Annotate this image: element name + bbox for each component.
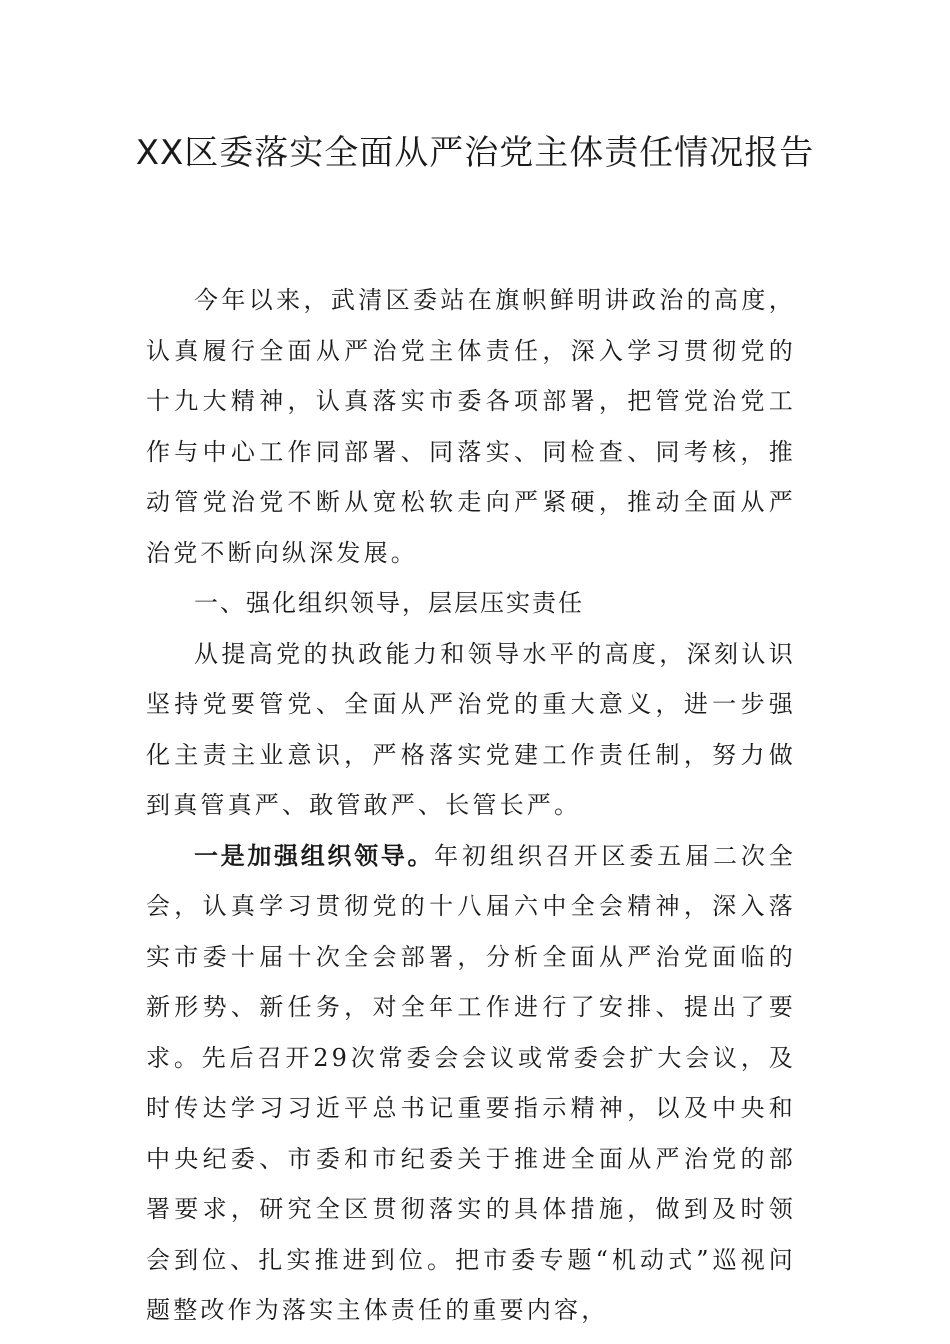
section-heading: 一、强化组织领导，层层压实责任 [194, 589, 584, 617]
section-intro-paragraph: 从提高党的执政能力和领导水平的高度，深刻认识坚持党要管党、全面从严治党的重大意义，进一步强化主责主业意识，严格落实党建工作责任制，努力做到真管真严、敢管敢严、长管长严。 [146, 639, 796, 819]
intro-paragraph: 今年以来，武清区委站在旗帜鲜明讲政治的高度，认真履行全面从严治党主体责任，深入学习贯彻党的十九大精神，认真落实市委各项部署，把管党治党工作与中心工作同部署、同落实、同检查、同考核，推动管党治党不断从宽松软走向严紧硬，推动全面从严治党不断向纵深发展。 [146, 286, 796, 567]
item-paragraph [146, 831, 796, 1336]
item-lead: 一是加强组织领导。 [194, 841, 435, 870]
item-text: 年初组织召开区委五届二次全会，认真学习贯彻党的十八届六中全会精神，深入落实市委十届十次全会部署，分析全面从严治党面临的新形势、新任务，对全年工作进行了安排、提出了要求。先后召开29次常委会会议或常委会扩大会议，及时传达学习习近平总书记重要指示精神，以及中央和中央纪委、市委和市纪委关于推进全面从严治党的部署要求，研究全区贯彻落实的具体措施，做到及时领会到位、扎实推进到位。把市委专题“机动式”巡视问题整改作为落实主体责任的重要内容， [146, 841, 796, 1324]
document-title: XX区委落实全面从严治党主体责任情况报告 [135, 133, 815, 173]
document-body [146, 275, 796, 1336]
